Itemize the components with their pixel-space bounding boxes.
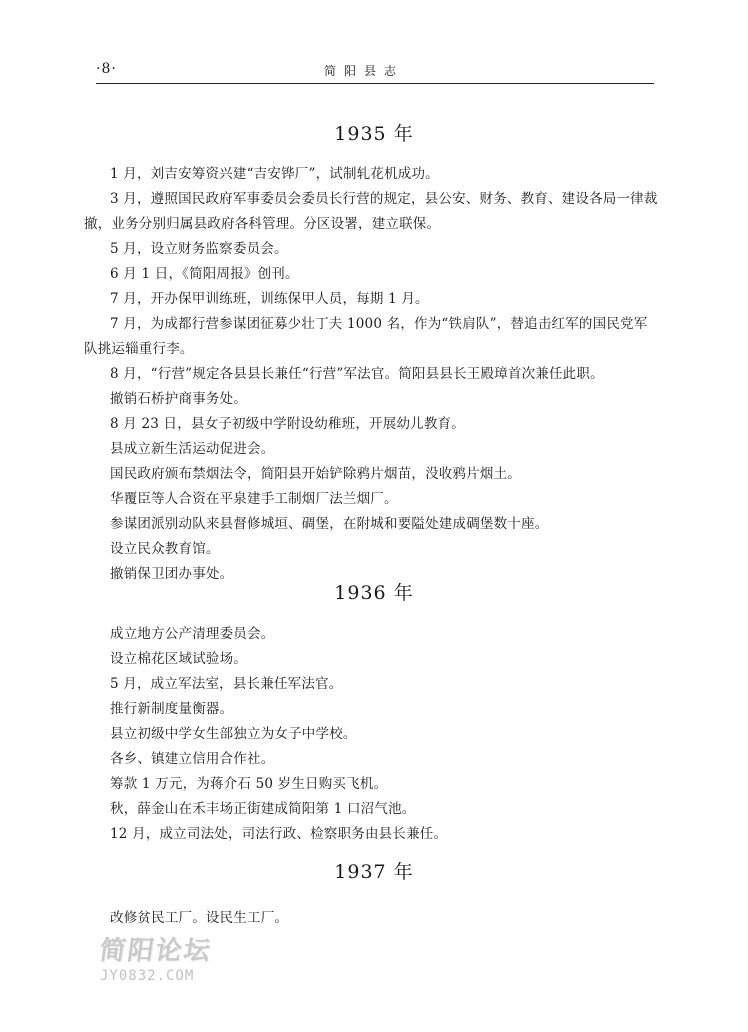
watermark-domain: JY0832.COM <box>100 968 195 984</box>
entry: 7 月，开办保甲训练班，训练保甲人员，每期 1 月。 <box>110 291 429 307</box>
year-heading-1935: 1935 年 <box>334 123 414 145</box>
entry: 各乡、镇建立信用合作社。 <box>110 751 275 767</box>
watermark-title: 简阳论坛 <box>97 936 214 966</box>
watermark <box>97 930 220 1000</box>
entry: 3 月，遵照国民政府军事委员会委员长行营的规定，县公安、财务、教育、建设各局一律裁撤，业务分别归属县政府各科管理。分区设署，建立联保。 <box>84 191 658 232</box>
header-rule <box>96 83 654 84</box>
page-number: ·8· <box>96 61 117 77</box>
entry: 成立地方公产清理委员会。 <box>110 626 275 642</box>
entry: 5 月，设立财务监察委员会。 <box>110 241 288 257</box>
year-heading-1937: 1937 年 <box>334 861 414 883</box>
entry: 参谋团派别动队来县督修城垣、碉堡，在附城和要隘处建成碉堡数十座。 <box>110 516 549 532</box>
entry: 县立初级中学女生部独立为女子中学校。 <box>110 726 357 742</box>
entry: 筹款 1 万元，为蒋介石 50 岁生日购买飞机。 <box>110 776 388 792</box>
entry: 改修贫民工厂。设民生工厂。 <box>110 910 289 926</box>
entry: 1 月，刘吉安筹资兴建“吉安铧厂”，试制轧花机成功。 <box>110 166 439 182</box>
entry: 8 月 23 日，县女子初级中学附设幼稚班，开展幼儿教育。 <box>110 416 465 432</box>
entry: 撤销石桥护商事务处。 <box>110 391 247 407</box>
entry: 5 月，成立军法室，县长兼任军法官。 <box>110 676 343 692</box>
entry: 8 月，“行营”规定各县县长兼任“行营”军法官。简阳县县长王殿璋首次兼任此职。 <box>110 366 604 382</box>
entry: 7 月，为成都行营参谋团征募少壮丁夫 1000 名，作为“铁肩队”，替追击红军的国民党军队挑运辎重行李。 <box>84 316 648 357</box>
entry: 设立民众教育馆。 <box>110 541 220 557</box>
entry: 国民政府颁布禁烟法令，简阳县开始铲除鸦片烟苗，没收鸦片烟土。 <box>110 466 521 482</box>
entry: 撤销保卫团办事处。 <box>110 566 234 582</box>
running-title: 简阳县志 <box>324 64 405 78</box>
entry: 华覆臣等人合资在平泉建手工制烟厂法兰烟厂。 <box>110 491 398 507</box>
entry: 推行新制度量衡器。 <box>110 701 234 717</box>
year-heading-1936: 1936 年 <box>334 582 414 604</box>
entry: 秋，薛金山在禾丰场正街建成简阳第 1 口沼气池。 <box>110 801 416 817</box>
entry: 县成立新生活运动促进会。 <box>110 441 275 457</box>
entry: 12 月，成立司法处，司法行政、检察职务由县长兼任。 <box>110 826 448 842</box>
entry: 设立棉花区域试验场。 <box>110 651 247 667</box>
entry: 6 月 1 日，《简阳周报》创刊。 <box>110 266 299 282</box>
